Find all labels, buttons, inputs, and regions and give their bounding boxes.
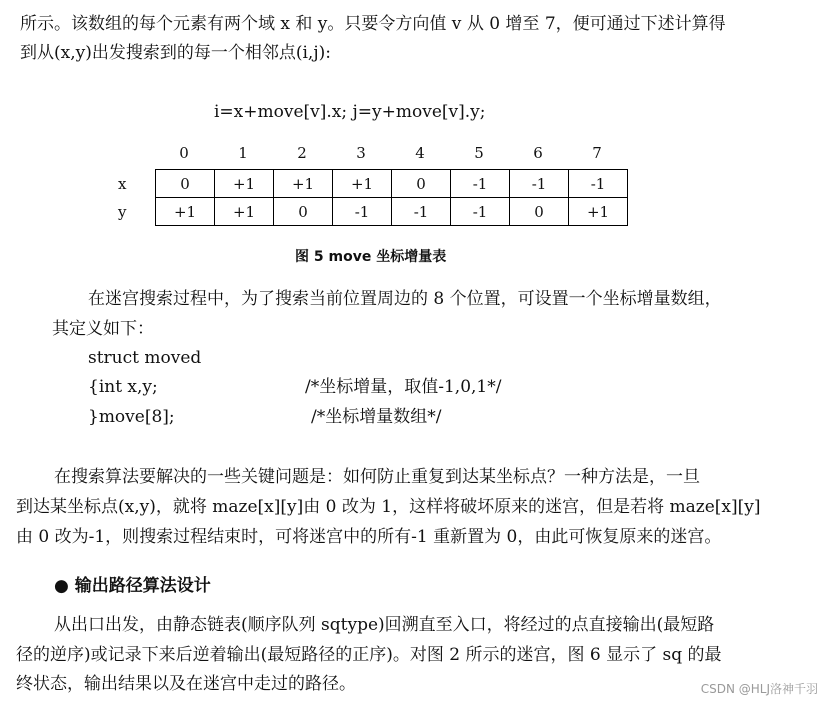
code-line-1: struct moved	[88, 348, 202, 368]
cell-y-7: +1	[569, 198, 628, 226]
p3-line2: 到达某坐标点(x,y)，就将 maze[x][y]由 0 改为 1，这样将破坏原来的迷宫，但是若将 maze[x][y]	[16, 497, 761, 517]
cell-x-4: 0	[392, 170, 451, 198]
cell-y-2: 0	[274, 198, 333, 226]
col-header-2: 2	[297, 144, 307, 162]
col-header-5: 5	[474, 144, 484, 162]
p3-line1: 在搜索算法要解决的一些关键问题是：如何防止重复到达某坐标点？一种方法是，一旦	[54, 467, 700, 487]
bullet-icon: ●	[54, 576, 69, 596]
cell-y-5: -1	[451, 198, 510, 226]
cell-x-2: +1	[274, 170, 333, 198]
code-line-2a: {int x,y;	[88, 377, 158, 397]
cell-y-3: -1	[333, 198, 392, 226]
col-header-6: 6	[533, 144, 543, 162]
formula: i=x+move[v].x; j=y+move[v].y;	[214, 102, 486, 122]
col-header-3: 3	[356, 144, 366, 162]
cell-x-3: +1	[333, 170, 392, 198]
cell-x-6: -1	[510, 170, 569, 198]
section-title: 输出路径算法设计	[74, 576, 211, 596]
col-header-0: 0	[179, 144, 189, 162]
cell-y-1: +1	[215, 198, 274, 226]
p1-line1: 所示。该数组的每个元素有两个域 x 和 y。只要令方向值 v 从 0 增至 7，便可通过下述计算得	[20, 14, 726, 34]
table-row-y	[156, 198, 628, 226]
cell-x-7: -1	[569, 170, 628, 198]
cell-x-0: 0	[156, 170, 215, 198]
col-header-7: 7	[592, 144, 602, 162]
p4-line3: 终状态，输出结果以及在迷宫中走过的路径。	[16, 674, 356, 694]
p3-line3: 由 0 改为-1，则搜索过程结束时，可将迷宫中的所有-1 重新置为 0，由此可恢复原来的迷宫。	[16, 527, 722, 547]
code-line-3b: /*坐标增量数组*/	[311, 407, 442, 427]
watermark: CSDN @HLJ洛神千羽	[700, 682, 818, 696]
col-header-1: 1	[238, 144, 248, 162]
section-heading	[54, 571, 211, 596]
cell-y-4: -1	[392, 198, 451, 226]
p4-line2: 径的逆序)或记录下来后逆着输出(最短路径的正序)。对图 2 所示的迷宫，图 6 显示了 sq 的最	[16, 645, 722, 665]
row-label-x: x	[118, 175, 127, 193]
cell-x-5: -1	[451, 170, 510, 198]
move-table	[155, 169, 628, 226]
code-line-3a: }move[8];	[88, 407, 175, 427]
p2-line2: 其定义如下：	[52, 319, 154, 339]
cell-y-6: 0	[510, 198, 569, 226]
p1-line2: 到从(x,y)出发搜索到的每一个相邻点(i,j):	[20, 43, 331, 63]
p2-line1: 在迷宫搜索过程中，为了搜索当前位置周边的 8 个位置，可设置一个坐标增量数组，	[88, 289, 722, 309]
cell-y-0: +1	[156, 198, 215, 226]
table-row-x	[156, 170, 628, 198]
code-line-2b: /*坐标增量，取值-1,0,1*/	[305, 377, 502, 397]
col-header-4: 4	[415, 144, 425, 162]
p4-line1: 从出口出发，由静态链表(顺序队列 sqtype)回溯直至入口，将经过的点直接输出(最短路	[54, 615, 715, 635]
row-label-y: y	[118, 203, 127, 221]
table-caption: 图 5 move 坐标增量表	[295, 249, 447, 265]
cell-x-1: +1	[215, 170, 274, 198]
